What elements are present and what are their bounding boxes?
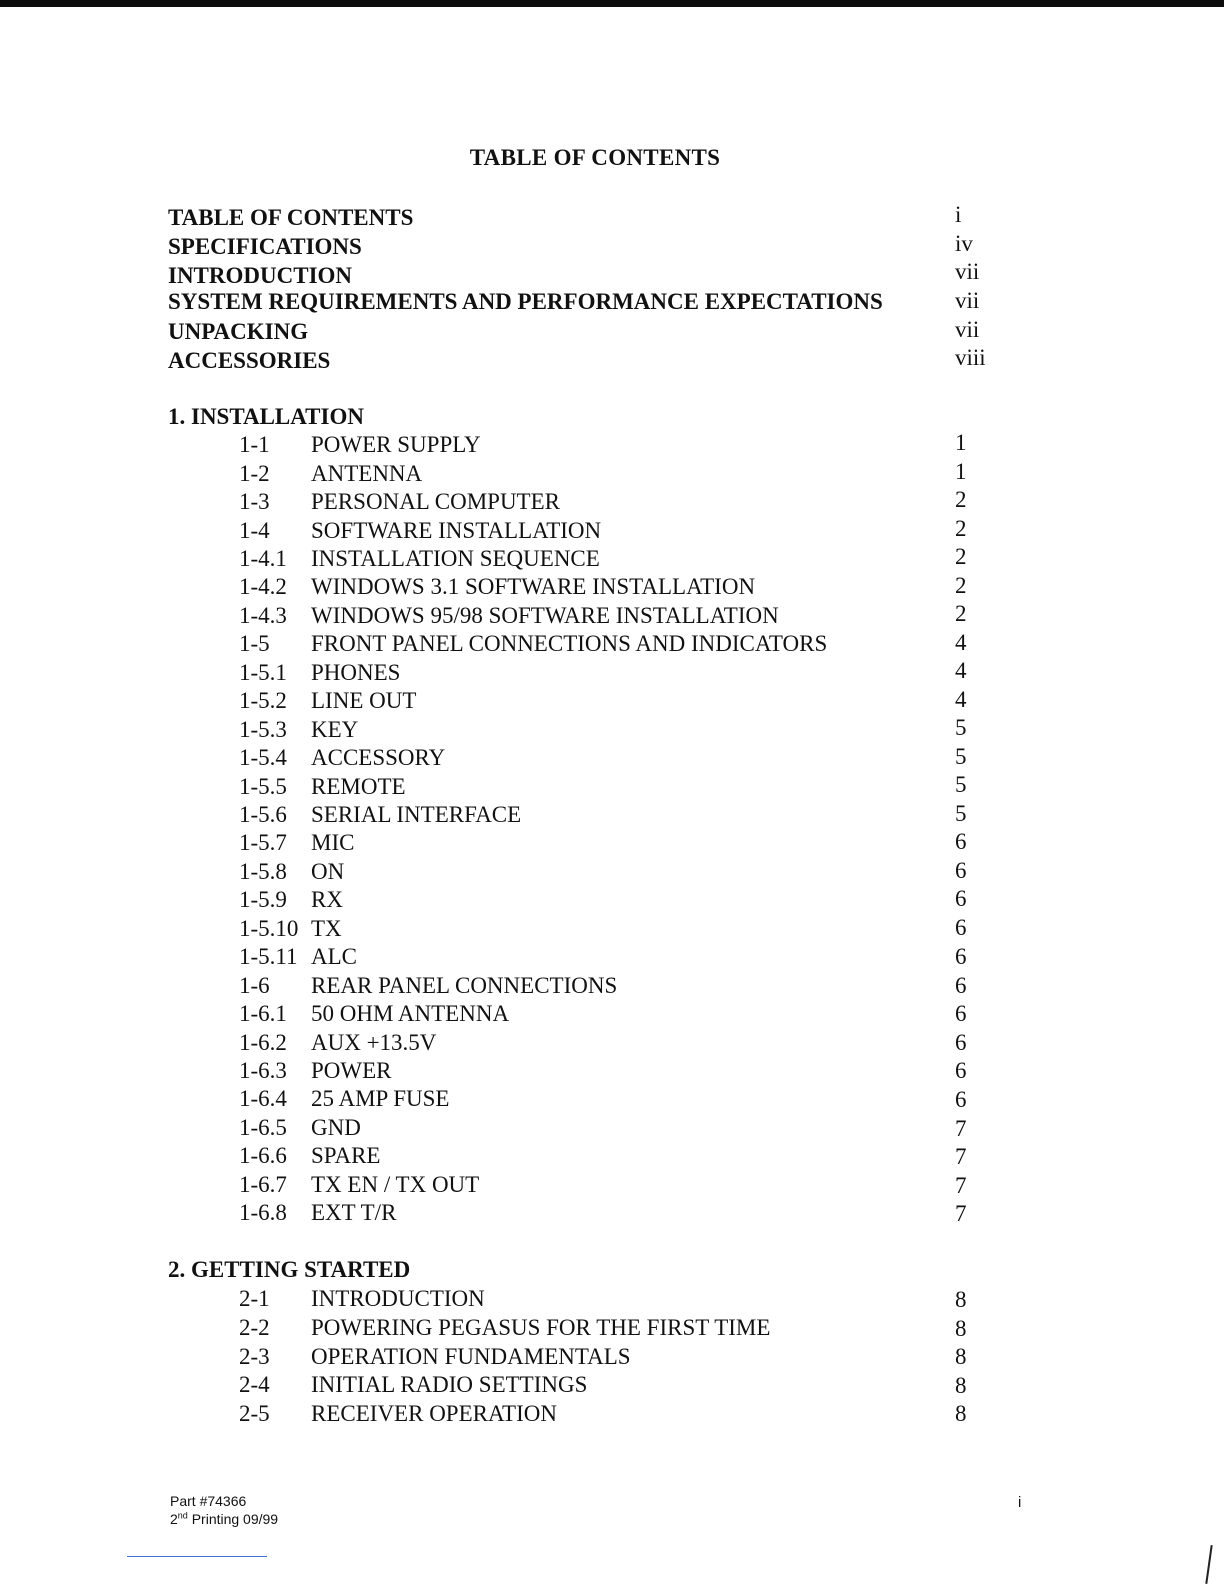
section-title: INTRODUCTION [311,1286,485,1311]
section-number: 1-2 [239,461,270,486]
section-page: 2 [955,573,967,598]
section-number: 1-5 [239,631,270,656]
section-title: SOFTWARE INSTALLATION [311,518,602,543]
section-title: ON [311,859,345,884]
section-number: 1-1 [239,432,270,457]
section-number: 2-4 [239,1372,270,1397]
toc-front-title: ACCESSORIES [168,348,331,373]
toc-front-title: INTRODUCTION [168,263,353,288]
section-title: OPERATION FUNDAMENTALS [311,1344,631,1369]
section-title: PHONES [311,660,401,685]
section-number: 1-4.1 [239,546,287,571]
toc-front-page: vii [955,317,980,342]
section-page: 1 [955,459,967,484]
section-page: 8 [955,1373,967,1398]
section-page: 7 [955,1144,967,1169]
section-page: 6 [955,973,967,998]
toc-front-title: TABLE OF CONTENTS [168,205,414,230]
section-title: KEY [311,717,359,742]
section-title: LINE OUT [311,688,417,713]
section-title: POWERING PEGASUS FOR THE FIRST TIME [311,1315,771,1340]
section-page: 6 [955,1001,967,1026]
section-number: 1-6.2 [239,1030,287,1055]
toc-front-title: SYSTEM REQUIREMENTS AND PERFORMANCE EXPECTATIONS [168,289,883,314]
section-number: 1-5.9 [239,887,287,912]
section-page: 2 [955,487,967,512]
section-title: REMOTE [311,774,406,799]
section-title: PERSONAL COMPUTER [311,489,560,514]
section-title: WINDOWS 95/98 SOFTWARE INSTALLATION [311,603,779,628]
printing-ordinal: nd [177,1510,188,1521]
section-title: AUX +13.5V [311,1030,437,1055]
section-number: 1-4.2 [239,574,287,599]
section-page: 6 [955,915,967,940]
section-title: ALC [311,944,357,969]
page-title: TABLE OF CONTENTS [469,145,721,170]
section-number: 1-5.8 [239,859,287,884]
scan-artifact-line [127,1556,267,1557]
section-title: MIC [311,830,355,855]
section-number: 2-1 [239,1286,270,1311]
section-page: 4 [955,630,967,655]
section-page: 7 [955,1116,967,1141]
section-title: ACCESSORY [311,745,446,770]
section-title: 25 AMP FUSE [311,1086,450,1111]
section-page: 5 [955,715,967,740]
section-page: 6 [955,1030,967,1055]
section-number: 1-6.6 [239,1143,287,1168]
section-page: 5 [955,744,967,769]
chapter-title: 1. INSTALLATION [168,404,364,429]
section-title: SPARE [311,1143,381,1168]
section-number: 1-6 [239,973,270,998]
toc-front-title: UNPACKING [168,319,309,344]
section-page: 6 [955,1087,967,1112]
section-page: 6 [955,829,967,854]
toc-front-page: vii [955,288,980,313]
section-page: 4 [955,687,967,712]
scan-top-border [0,0,1224,7]
section-title: RX [311,887,343,912]
footer-page-number: i [1018,1494,1022,1511]
section-title: SERIAL INTERFACE [311,802,522,827]
section-page: 2 [955,601,967,626]
section-page: 6 [955,886,967,911]
section-title: WINDOWS 3.1 SOFTWARE INSTALLATION [311,574,756,599]
section-title: TX EN / TX OUT [311,1172,480,1197]
section-number: 2-5 [239,1401,270,1426]
section-page: 2 [955,516,967,541]
printing-number: 2 [170,1511,178,1527]
part-number: Part #74366 [170,1493,247,1509]
section-number: 1-6.5 [239,1115,287,1140]
section-title: TX [311,916,342,941]
section-page: 2 [955,544,967,569]
section-page: 6 [955,1058,967,1083]
footer [170,1492,278,1528]
toc-front-page: iv [955,231,973,256]
section-title: INSTALLATION SEQUENCE [311,546,600,571]
section-page: 6 [955,944,967,969]
section-number: 1-5.4 [239,745,287,770]
section-page: 8 [955,1287,967,1312]
section-number: 1-6.3 [239,1058,287,1083]
printing-date: Printing 09/99 [187,1511,279,1527]
section-number: 1-5.3 [239,717,287,742]
section-title: REAR PANEL CONNECTIONS [311,973,618,998]
section-title: INITIAL RADIO SETTINGS [311,1372,588,1397]
section-page: 4 [955,658,967,683]
printing-info [170,1510,278,1528]
section-number: 1-6.7 [239,1172,287,1197]
section-title: POWER SUPPLY [311,432,481,457]
section-page: 8 [955,1401,967,1426]
section-number: 1-6.8 [239,1200,287,1225]
section-number: 1-5.5 [239,774,287,799]
section-title: 50 OHM ANTENNA [311,1001,510,1026]
section-title: FRONT PANEL CONNECTIONS AND INDICATORS [311,631,828,656]
section-number: 1-5.2 [239,688,287,713]
section-number: 1-5.1 [239,660,287,685]
section-number: 1-5.7 [239,830,287,855]
section-page: 5 [955,772,967,797]
scan-artifact-edge [1205,1545,1212,1584]
toc-front-title: SPECIFICATIONS [168,234,362,259]
section-title: EXT T/R [311,1200,397,1225]
section-number: 1-5.11 [239,944,298,969]
section-title: RECEIVER OPERATION [311,1401,557,1426]
section-page: 7 [955,1201,967,1226]
section-number: 2-3 [239,1344,270,1369]
section-page: 8 [955,1344,967,1369]
section-number: 1-6.1 [239,1001,287,1026]
section-number: 1-6.4 [239,1086,287,1111]
chapter-title: 2. GETTING STARTED [168,1257,411,1282]
section-title: GND [311,1115,361,1140]
toc-front-page: i [955,202,962,227]
toc-front-page: viii [955,345,986,370]
section-number: 1-4.3 [239,603,287,628]
toc-front-page: vii [955,259,980,284]
section-page: 5 [955,801,967,826]
section-page: 1 [955,430,967,455]
section-number: 1-5.6 [239,802,287,827]
section-number: 1-3 [239,489,270,514]
section-title: ANTENNA [311,461,423,486]
section-number: 1-4 [239,518,270,543]
section-title: POWER [311,1058,392,1083]
section-page: 7 [955,1173,967,1198]
section-number: 1-5.10 [239,916,299,941]
section-page: 6 [955,858,967,883]
section-number: 2-2 [239,1315,270,1340]
section-page: 8 [955,1316,967,1341]
